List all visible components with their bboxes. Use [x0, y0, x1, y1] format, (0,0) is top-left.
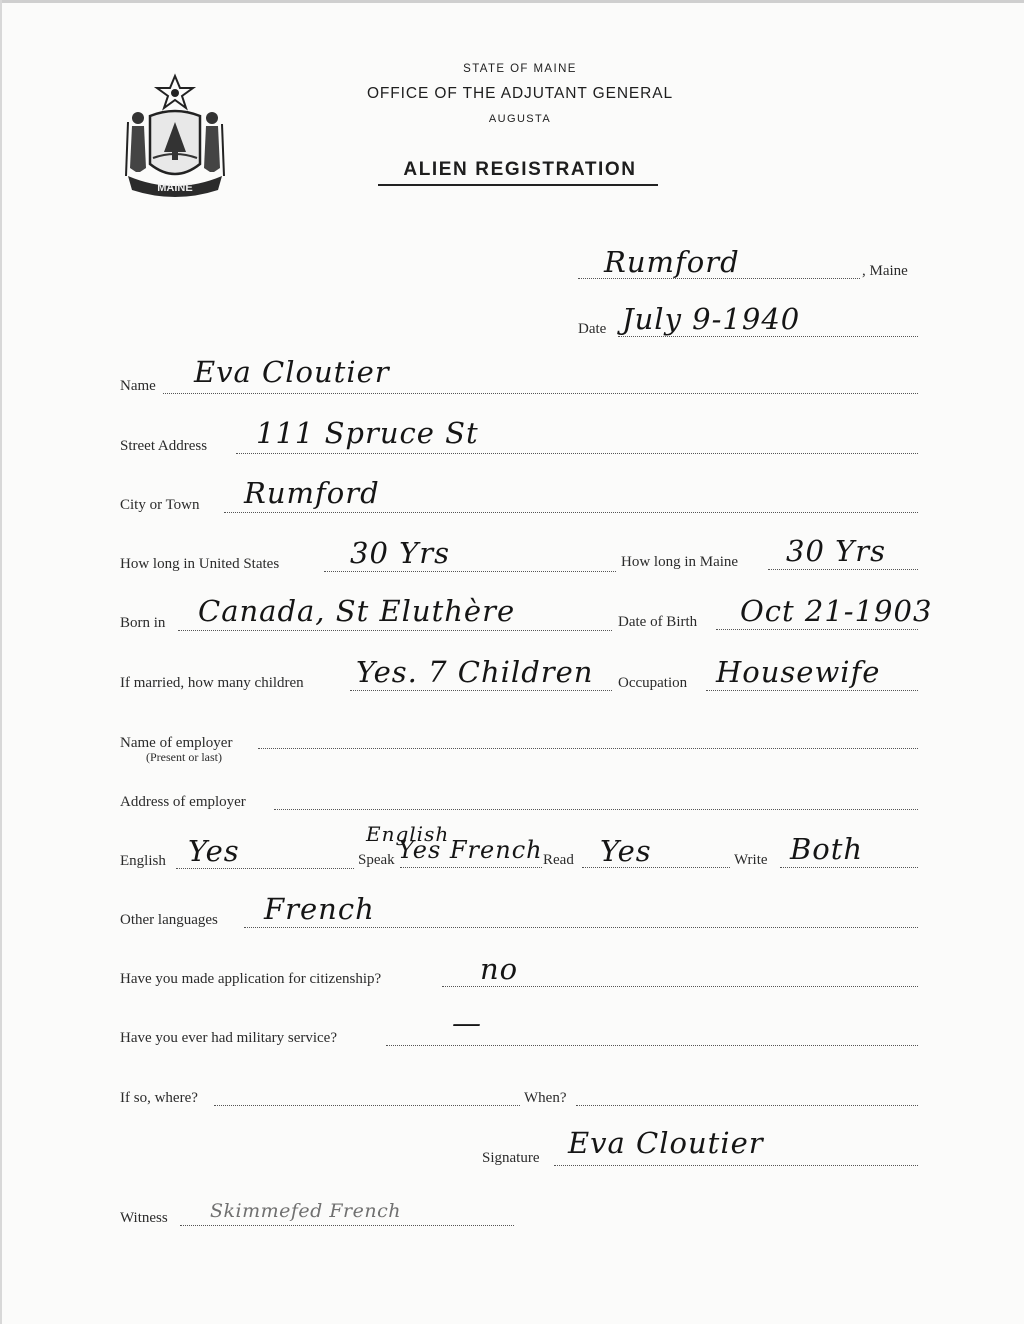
where-label: If so, where? [120, 1090, 198, 1106]
write-line [780, 867, 918, 868]
dob-label: Date of Birth [618, 614, 698, 630]
signature-label: Signature [482, 1150, 540, 1166]
children-label: If married, how many children [120, 675, 304, 691]
street-line [236, 453, 918, 454]
dob-line [716, 629, 918, 630]
employer-address-label: Address of employer [120, 794, 246, 810]
city-heading: AUGUSTA [488, 113, 552, 125]
citizenship-value: no [480, 952, 519, 986]
street-value: 111 Spruce St [256, 416, 479, 450]
employer-address-line [274, 809, 918, 810]
speak-value: Yes French [398, 836, 543, 864]
children-value: Yes. 7 Children [356, 655, 594, 689]
write-label: Write [734, 852, 768, 868]
employer-label: Name of employer [120, 735, 233, 751]
title-underline [378, 184, 658, 186]
occupation-line [706, 690, 918, 691]
page-edge [0, 0, 2, 1324]
read-value: Yes [600, 834, 652, 868]
english-label: English [120, 853, 166, 869]
signature-value: Eva Cloutier [568, 1126, 764, 1160]
how-long-us-line [324, 571, 616, 572]
date-label: Date [578, 321, 607, 337]
when-label: When? [524, 1090, 567, 1106]
other-languages-value: French [264, 892, 375, 926]
date-value: July 9-1940 [622, 302, 801, 336]
children-line [350, 690, 612, 691]
how-long-me-line [768, 569, 918, 570]
born-in-line [178, 630, 612, 631]
form-title: ALIEN REGISTRATION [403, 159, 637, 180]
citizenship-label: Have you made application for citizenship? [120, 971, 382, 987]
page-edge [0, 0, 1024, 3]
signature-line [554, 1165, 918, 1166]
speak-label: Speak [358, 852, 395, 868]
when-line [576, 1105, 918, 1106]
write-value: Both [790, 832, 864, 866]
employer-sublabel: (Present or last) [146, 750, 222, 764]
citizenship-line [442, 986, 918, 987]
where-line [214, 1105, 520, 1106]
name-line [163, 393, 918, 394]
english-line [176, 868, 354, 869]
place-value: Rumford [604, 245, 740, 279]
maine-seal-icon [120, 72, 230, 202]
how-long-us-label: How long in United States [120, 556, 280, 572]
city-label: City or Town [120, 497, 200, 513]
military-line [386, 1045, 918, 1046]
date-line [618, 336, 918, 337]
military-label: Have you ever had military service? [120, 1030, 337, 1046]
office-heading: OFFICE OF THE ADJUTANT GENERAL [366, 85, 674, 102]
how-long-me-label: How long in Maine [621, 554, 739, 570]
speak-line [400, 867, 542, 868]
how-long-me-value: 30 Yrs [786, 534, 887, 568]
occupation-label: Occupation [618, 675, 688, 691]
place-suffix: , Maine [862, 263, 908, 279]
dob-value: Oct 21-1903 [740, 594, 933, 628]
born-in-value: Canada, St Eluthère [198, 594, 516, 628]
speak-annotation: English [366, 822, 450, 846]
seal-banner-text: MAINE [157, 182, 193, 194]
name-value: Eva Cloutier [194, 355, 390, 389]
other-languages-label: Other languages [120, 912, 218, 928]
english-value: Yes [188, 834, 240, 868]
name-label: Name [120, 378, 156, 394]
witness-value: Skimmefed French [210, 1200, 401, 1222]
state-heading: STATE OF MAINE [463, 63, 577, 75]
military-value: — [452, 1006, 482, 1040]
occupation-value: Housewife [716, 655, 881, 689]
city-line [224, 512, 918, 513]
employer-line [258, 748, 918, 749]
witness-line [180, 1225, 514, 1226]
born-in-label: Born in [120, 615, 166, 631]
witness-label: Witness [120, 1210, 168, 1226]
read-label: Read [543, 852, 574, 868]
street-label: Street Address [120, 438, 208, 454]
other-languages-line [244, 927, 918, 928]
how-long-us-value: 30 Yrs [350, 536, 451, 570]
city-value: Rumford [244, 476, 380, 510]
